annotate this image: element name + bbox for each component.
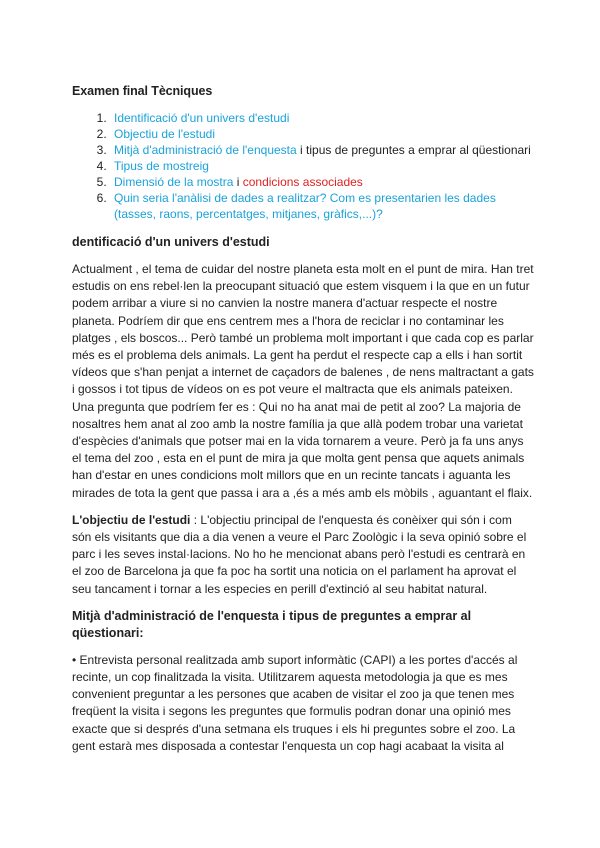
toc-link-red[interactable]: condicions associades bbox=[242, 175, 363, 189]
toc-link[interactable]: Dimensió de la mostra bbox=[114, 175, 234, 189]
table-of-contents bbox=[72, 110, 534, 222]
section-body-mitja: • Entrevista personal realitzada amb suport informàtic (CAPI) a les portes d'accés al recinte, un cop finalitzada la visita. Utilitzarem aquesta metodologia ja que es mes convenient preguntar a les persones que acaben de visitar el zoo ja que tenen mes freqüent la visita i segons les preguntes que formulis podran donar una opinió mes exacte que si després d'una setmana els truques i els hi preguntes sobre el zoo. La gent estarà mes disposada a contestar l'enquesta un cop hagi acabaat la visita al bbox=[72, 652, 518, 753]
section-heading-univers: dentificació d'un univers d'estudi bbox=[72, 235, 270, 249]
toc-item bbox=[110, 158, 534, 174]
toc-item bbox=[110, 174, 534, 190]
toc-item bbox=[110, 110, 534, 126]
toc-link[interactable]: Mitjà d'administració de l'enquesta bbox=[114, 143, 297, 157]
toc-text: i bbox=[233, 175, 243, 189]
toc-link[interactable]: Quin seria l'anàlisi de dades a realitzar? Com es presentarien les dades (tasses, raons, percentatges, mitjanes, gràfics,...)? bbox=[114, 191, 496, 221]
toc-item bbox=[110, 142, 534, 158]
toc-link[interactable]: Tipus de mostreig bbox=[114, 159, 209, 173]
toc-link[interactable]: Objectiu de l'estudi bbox=[114, 127, 216, 141]
toc-item bbox=[110, 126, 534, 142]
section-objectiu bbox=[72, 512, 534, 598]
toc-text: i tipus de preguntes a emprar al qüestionari bbox=[296, 143, 531, 157]
section-label-objectiu: L'objectiu de l'estudi bbox=[72, 512, 191, 527]
document-content bbox=[72, 84, 534, 765]
toc-item bbox=[110, 190, 534, 222]
section-heading-mitja: Mitjà d'administració de l'enquesta i tipus de preguntes a emprar al qüestionari: bbox=[72, 608, 472, 640]
document-title: Examen final Tècniques bbox=[72, 84, 213, 98]
section-body-univers: Actualment , el tema de cuidar del nostre planeta esta molt en el punt de mira. Han tret estudis on ens rebel·len la preocupant situació que estem visquem i la que en un futur podem arribar a viure si no canvien la nostre manera d'actuar respecte el nostre planeta. Podríem dir que ens centrem mes a l'hora de reciclar i no contaminar les platges , els boscos... Però també un problema molt important i que cada cop es parlar més es el problema dels animals. La gent ha perdut el respecte cap a ells i han sortit vídeos que s'han penjat a internet de caçadors de balenes , de nens maltractant a gats i gossos i tot tipus de vídeos on es pot veure el maltracta que els animals pateixen. Una pregunta que podríem fer es : Qui no ha anat mai de petit al zoo? La majoria de nosaltres hem anat al zoo amb la nostre família ja que allà podem trobar una varietat d'espècies d'animals que potser mai en la vida tornarem a veure. Però ja fa uns anys el tema del zoo , esta en el punt de mira ja que molta gent pensa que aquets animals han d'estar en unes condicions molt millors que en un recinte tancats i aguanta les mirades de tota la gent que passa i ara a ,és a més amb els mòbils , aguantant el flaix. bbox=[72, 262, 534, 500]
toc-link[interactable]: Identificació d'un univers d'estudi bbox=[114, 111, 290, 125]
section-body-objectiu: : L'objectiu principal de l'enquesta és conèixer qui són i com són els visitants que dia a dia venen a veure el Parc Zoològic i la seva opinió sobre el parc i les seves instal·lacions. No ho he mencionat abans però l'estudi es centrarà en el zoo de Barcelona ja que fa poc ha sortit una noticia on el parlament ha aprovat el seu tancament i tornar a les especies en perill d'extinció al seu habitat natural. bbox=[72, 512, 527, 596]
